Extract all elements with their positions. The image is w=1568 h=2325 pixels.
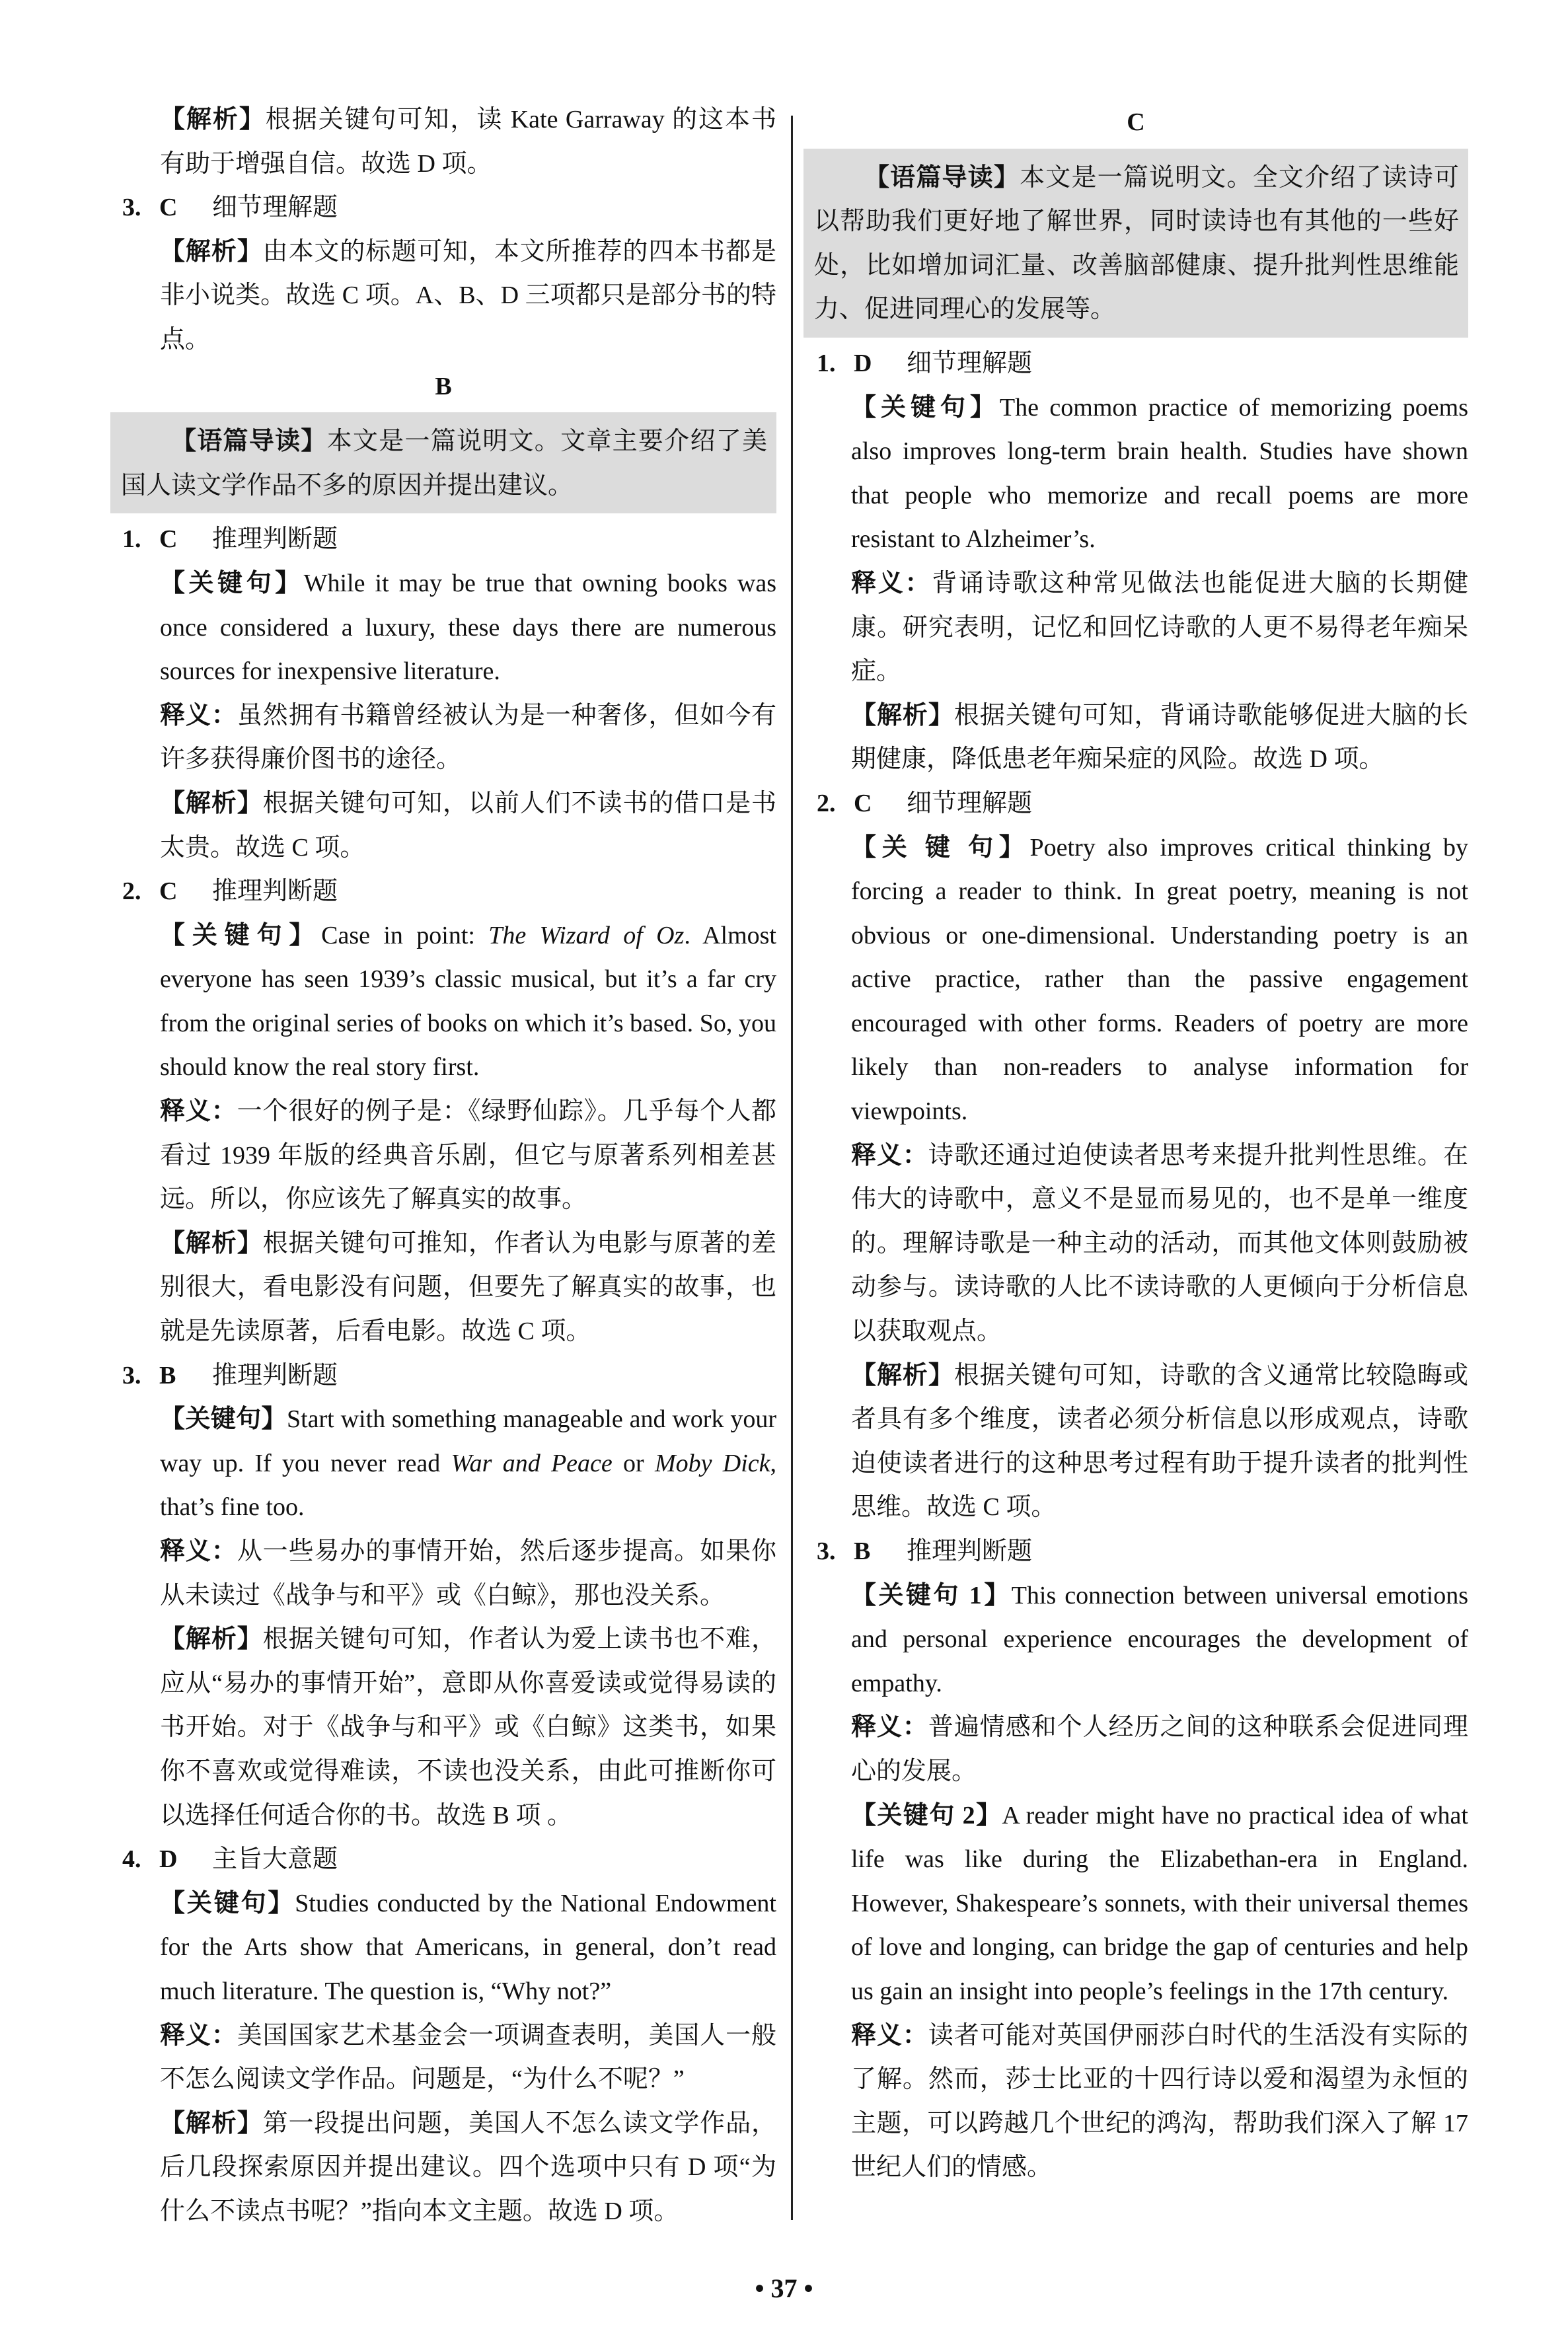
- explanation-paragraph: [110, 1222, 776, 1354]
- question-number: 2.: [122, 877, 141, 906]
- question-type: 细节理解题: [212, 194, 338, 222]
- explanation-paragraph: [803, 1574, 1468, 1706]
- paragraph-label: 【关键句】: [160, 1405, 287, 1434]
- explanation-paragraph: [110, 1882, 776, 2014]
- paragraph-text: The common practice of memorizing poems also improves long-term brain health. Studies have shown that people who memorize and recall poems are more resistant to Alzheimer’s.: [851, 393, 1468, 554]
- guide-text: 本文是一篇说明文。全文介绍了读诗可以帮助我们更好地了解世界，同时读诗也有其他的一些好处，比如增加词汇量、改善脑部健康、提升批判性思维能力、促进同理心的发展等。: [814, 162, 1459, 324]
- guide-text: 本文是一篇说明文。文章主要介绍了美国人读文学作品不多的原因并提出建议。: [121, 426, 767, 499]
- answer-letter: D: [854, 349, 872, 377]
- answer-line: [803, 1530, 1468, 1574]
- explanation-paragraph: [803, 694, 1468, 782]
- paragraph-text: 根据关键句可知，以前人们不读书的借口是书太贵。故选 C 项。: [160, 789, 776, 862]
- answer-letter: D: [159, 1845, 178, 1874]
- answer-line: [110, 869, 776, 914]
- explanation-paragraph: [110, 1397, 776, 1530]
- paragraph-text: . Almost everyone has seen 1939’s classic musical, but it’s a far cry from the original series of books on which it’s based. So, you should know the real story first.: [160, 921, 776, 1082]
- answer-line: [110, 186, 776, 230]
- question-type: 推理判断题: [212, 1361, 338, 1389]
- question-number: 2.: [817, 789, 836, 817]
- answer-line: [803, 342, 1468, 386]
- paragraph-label: 【关键句】: [851, 393, 1000, 422]
- paragraph-label: 【关键句 1】: [851, 1581, 1012, 1609]
- paragraph-text: 读者可能对英国伊丽莎白时代的生活没有实际的了解。然而，莎士比亚的十四行诗以爱和渴望为永恒的主题，可以跨越几个世纪的鸿沟，帮助我们深入了解 17 世纪人们的情感。: [851, 2021, 1468, 2182]
- explanation-paragraph: [110, 2102, 776, 2234]
- page-number: • 37 •: [755, 2273, 813, 2303]
- explanation-paragraph: [110, 782, 776, 869]
- answer-line: [803, 782, 1468, 826]
- guide-label: 【语篇导读】: [864, 161, 1020, 192]
- answer-letter: C: [854, 789, 872, 817]
- paragraph-label: 【关键句 2】: [851, 1801, 1002, 1829]
- paragraph-text: 背诵诗歌这种常见做法也能促进大脑的长期健康。研究表明，记忆和回忆诗歌的人更不易得老年痴呆症。: [851, 569, 1468, 686]
- paragraph-text: 一个很好的例子是：《绿野仙踪》。几乎每个人都看过 1939 年版的经典音乐剧，但它与原著系列相差甚远。所以，你应该先了解真实的故事。: [160, 1097, 776, 1214]
- paragraph-text: Case in point:: [321, 921, 489, 949]
- paragraph-text: Moby Dick: [654, 1449, 770, 1477]
- answer-letter: C: [159, 877, 178, 906]
- guide-label: 【语篇导读】: [171, 425, 327, 456]
- answer-letter: C: [159, 525, 178, 554]
- paragraph-label: 释义：: [851, 1713, 928, 1742]
- paragraph-text: Start with something manageable and work your way up. If you never read: [160, 1405, 776, 1477]
- explanation-paragraph: [803, 1134, 1468, 1354]
- paragraph-text: , that’s fine too.: [160, 1449, 776, 1522]
- paragraph-label: 释义：: [160, 1097, 237, 1126]
- paragraph-label: 【解析】: [851, 1361, 954, 1389]
- question-type: 推理判断题: [212, 877, 338, 906]
- paragraph-label: 释义：: [851, 569, 932, 597]
- paragraph-text: Poetry also improves critical thinking by forcing a reader to think. In great poetry, meaning is not obvious or one-dimensional. Understanding poetry is an active practice, rather than the passive engagement encouraged with other forms. Readers of poetry are more likely than non-readers to analyse information for viewpoints.: [851, 833, 1468, 1126]
- paragraph-text: 根据关键句可知，背诵诗歌能够促进大脑的长期健康，降低患老年痴呆症的风险。故选 D 项。: [851, 701, 1468, 774]
- column-divider: [791, 116, 793, 2220]
- paragraph-text: 根据关键句可知，诗歌的含义通常比较隐晦或者具有多个维度，读者必须分析信息以形成观点，诗歌迫使读者进行的这种思考过程有助于提升读者的批判性思维。故选 C 项。: [851, 1361, 1468, 1522]
- paragraph-text: The Wizard of Oz: [488, 921, 685, 949]
- question-number: 3.: [122, 194, 141, 222]
- section-heading: C: [1127, 108, 1145, 136]
- paragraph-text: 根据关键句可知，读 Kate Garraway 的这本书有助于增强自信。故选 D 项。: [160, 106, 776, 178]
- explanation-paragraph: [110, 1089, 776, 1222]
- question-type: 推理判断题: [212, 525, 338, 554]
- paragraph-label: 【解析】: [160, 1229, 263, 1257]
- question-number: 3.: [122, 1361, 141, 1389]
- answer-line: [110, 517, 776, 562]
- explanation-paragraph: [803, 386, 1468, 562]
- explanation-paragraph: [803, 1354, 1468, 1530]
- paragraph-label: 释义：: [851, 2021, 928, 2049]
- paragraph-label: 释义：: [851, 1141, 928, 1169]
- paragraph-text: 虽然拥有书籍曾经被认为是一种奢侈，但如今有许多获得廉价图书的途径。: [160, 701, 776, 774]
- question-type: 主旨大意题: [212, 1845, 338, 1874]
- answer-letter: C: [159, 194, 178, 222]
- paragraph-label: 【关键句】: [160, 1889, 295, 1917]
- paragraph-text: 第一段提出问题，美国人不怎么读文学作品，后几段探索原因并提出建议。四个选项中只有 D 项“为什么不读点书呢？”指向本文主题。故选 D 项。: [160, 2109, 776, 2225]
- paragraph-text: This connection between universal emotions and personal experience encourages the development of empathy.: [851, 1581, 1468, 1697]
- paragraph-label: 释义：: [160, 2021, 237, 2049]
- passage-guide-box: [110, 412, 776, 513]
- explanation-paragraph: [110, 98, 776, 186]
- explanation-paragraph: [110, 562, 776, 694]
- question-type: 细节理解题: [907, 789, 1033, 817]
- paragraph-label: 释义：: [160, 1537, 237, 1565]
- paragraph-label: 【解析】: [851, 701, 954, 729]
- question-number: 4.: [122, 1845, 141, 1874]
- paragraph-text: 诗歌还通过迫使读者思考来提升批判性思维。在伟大的诗歌中，意义不是显而易见的，也不是单一维度的。理解诗歌是一种主动的活动，而其他文体则鼓励被动参与。读诗歌的人比不读诗歌的人更倾向于分析信息以获取观点。: [851, 1141, 1468, 1346]
- passage-guide-box: [803, 149, 1468, 338]
- explanation-paragraph: [110, 1530, 776, 1617]
- question-number: 1.: [122, 525, 141, 554]
- question-type: 推理判断题: [907, 1537, 1033, 1565]
- paragraph-text: Studies conducted by the National Endowment for the Arts show that Americans, in general, don’t read much literature. The question is, “Why not?”: [160, 1889, 776, 2005]
- answer-line: [110, 1837, 776, 1882]
- explanation-paragraph: [803, 1705, 1468, 1793]
- paragraph-text: While it may be true that owning books was once considered a luxury, these days there are numerous sources for inexpensive literature.: [160, 569, 776, 686]
- paragraph-text: 由本文的标题可知，本文所推荐的四本书都是非小说类。故选 C 项。A、B、D 三项都只是部分书的特点。: [160, 237, 776, 353]
- question-type: 细节理解题: [907, 349, 1033, 377]
- paragraph-label: 【解析】: [160, 1625, 263, 1654]
- right-column: [803, 98, 1468, 2190]
- question-number: 3.: [817, 1537, 836, 1565]
- explanation-paragraph: [110, 1617, 776, 1837]
- paragraph-label: 【解析】: [160, 106, 266, 133]
- paragraph-label: 【关键句】: [160, 921, 322, 949]
- paragraph-text: War and Peace: [451, 1449, 613, 1477]
- explanation-paragraph: [110, 2014, 776, 2102]
- explanation-paragraph: [803, 562, 1468, 694]
- explanation-paragraph: [803, 1794, 1468, 2014]
- paragraph-text: 根据关键句可推知，作者认为电影与原著的差别很大，看电影没有问题，但要先了解真实的故事，也就是先读原著，后看电影。故选 C 项。: [160, 1229, 776, 1346]
- explanation-paragraph: [803, 2014, 1468, 2190]
- paragraph-label: 【关 键 句】: [851, 833, 1030, 862]
- paragraph-text: A reader might have no practical idea of what life was like during the Elizabethan-era in England. However, Shakespeare’s sonnets, with their universal themes of love and longing, can bridge the gap of centuries and help us gain an insight into people’s feelings in the 17th century.: [851, 1801, 1468, 2005]
- paragraph-label: 【解析】: [160, 789, 263, 817]
- answer-letter: B: [854, 1537, 871, 1565]
- paragraph-label: 【解析】: [160, 2109, 263, 2137]
- paragraph-label: 释义：: [160, 701, 237, 729]
- answer-line: [110, 1354, 776, 1398]
- section-heading: B: [435, 372, 452, 400]
- paragraph-label: 【解析】: [160, 237, 263, 266]
- paragraph-text: 从一些易办的事情开始，然后逐步提高。如果你从未读过《战争与和平》或《白鲸》，那也没关系。: [160, 1537, 776, 1609]
- paragraph-text: 根据关键句可知，作者认为爱上读书也不难，应从“易办的事情开始”，意即从你喜爱读或觉得易读的书开始。对于《战争与和平》或《白鲸》这类书，如果你不喜欢或觉得难读，不读也没关系，由此可推断你可以选择任何适合你的书。故选 B 项 。: [160, 1625, 776, 1829]
- answer-letter: B: [159, 1361, 176, 1389]
- paragraph-text: 普遍情感和个人经历之间的这种联系会促进同理心的发展。: [851, 1713, 1468, 1785]
- explanation-paragraph: [110, 914, 776, 1089]
- question-number: 1.: [817, 349, 836, 377]
- explanation-paragraph: [803, 826, 1468, 1134]
- explanation-paragraph: [110, 694, 776, 782]
- explanation-paragraph: [110, 230, 776, 362]
- paragraph-text: or: [612, 1449, 655, 1477]
- paragraph-label: 【关键句】: [160, 569, 304, 597]
- paragraph-text: 美国国家艺术基金会一项调查表明，美国人一般不怎么阅读文学作品。问题是，“为什么不呢？”: [160, 2021, 776, 2094]
- left-column: [110, 98, 776, 2234]
